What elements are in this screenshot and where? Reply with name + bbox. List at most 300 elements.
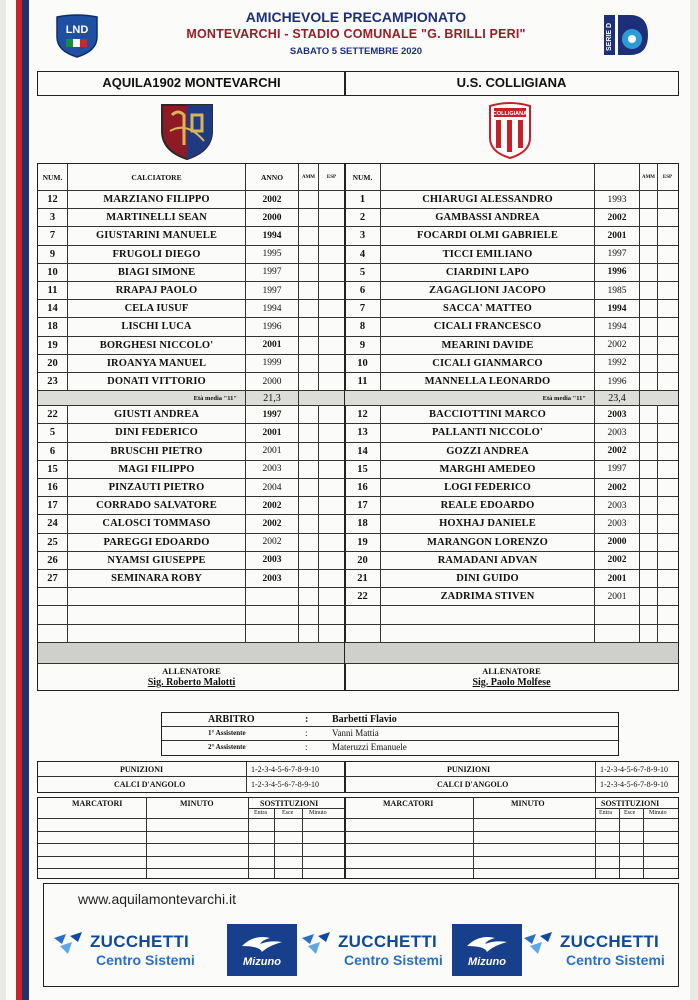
player-number: 3	[38, 209, 68, 226]
away-blank-row	[345, 643, 678, 664]
player-number	[38, 588, 68, 605]
website-link[interactable]: www.aquilamontevarchi.it	[78, 891, 236, 907]
away-player-row	[345, 570, 678, 588]
player-name: RAMADANI ADVAN	[381, 552, 595, 569]
player-amm	[299, 570, 319, 587]
player-name: NYAMSI GIUSEPPE	[68, 552, 246, 569]
player-name: BORGHESI NICCOLO'	[68, 337, 246, 354]
player-year: 2000	[595, 534, 640, 551]
player-number: 11	[345, 373, 381, 390]
away-player-row	[345, 406, 678, 424]
player-number: 12	[38, 191, 68, 208]
away-player-row	[345, 300, 678, 318]
player-amm	[640, 588, 658, 605]
player-name: GOZZI ANDREA	[381, 443, 595, 460]
player-year: 2001	[246, 443, 299, 460]
player-year: 1994	[595, 300, 640, 317]
player-amm	[640, 300, 658, 317]
home-set-pieces	[37, 761, 346, 793]
player-name: GAMBASSI ANDREA	[381, 209, 595, 226]
average-age-value: 21,3	[246, 391, 299, 405]
player-esp	[658, 461, 677, 478]
away-table-header	[345, 164, 678, 191]
colligiana-crest-icon	[486, 100, 534, 165]
player-number: 7	[38, 227, 68, 244]
away-player-row	[345, 443, 678, 461]
player-year: 2002	[595, 209, 640, 226]
serie-d-label: SERIE D	[606, 22, 613, 51]
player-number: 3	[345, 227, 381, 244]
away-set-pieces	[344, 761, 679, 793]
away-lineup-table	[344, 163, 679, 691]
player-amm	[640, 497, 658, 514]
player-amm	[299, 209, 319, 226]
player-amm	[299, 625, 319, 642]
player-esp	[319, 534, 344, 551]
player-amm	[640, 282, 658, 299]
player-name: GIUSTI ANDREA	[68, 406, 246, 423]
player-name: RRAPAJ PAOLO	[68, 282, 246, 299]
player-name: ZAGAGLIONI JACOPO	[381, 282, 595, 299]
player-number	[38, 625, 68, 642]
player-amm	[640, 570, 658, 587]
home-player-row	[38, 424, 345, 442]
home-corner-scale: 1-2-3-4-5-6-7-8-9-10	[246, 777, 319, 792]
player-amm	[299, 461, 319, 478]
player-amm	[299, 318, 319, 335]
player-name: MARGHI AMEDEO	[381, 461, 595, 478]
match-sheet	[6, 0, 690, 1000]
away-player-row	[345, 497, 678, 515]
player-name: PALLANTI NICCOLO'	[381, 424, 595, 441]
player-number: 20	[38, 355, 68, 372]
player-esp	[319, 606, 344, 623]
home-marcatori-label: MARCATORI	[72, 799, 123, 808]
player-amm	[640, 424, 658, 441]
player-esp	[658, 373, 677, 390]
zucchetti-mark-icon	[522, 930, 558, 960]
player-esp	[658, 479, 677, 496]
player-amm	[640, 479, 658, 496]
player-amm	[640, 191, 658, 208]
home-player-row	[38, 318, 345, 336]
player-year: 2002	[595, 479, 640, 496]
player-number: 16	[38, 479, 68, 496]
player-name: MANNELLA LEONARDO	[381, 373, 595, 390]
home-sostituzioni-label: SOSTITUZIONI	[260, 799, 319, 808]
player-esp	[658, 606, 677, 623]
away-player-row	[345, 625, 678, 643]
player-esp	[658, 515, 677, 532]
player-year: 2001	[246, 424, 299, 441]
player-number: 15	[38, 461, 68, 478]
player-number: 19	[345, 534, 381, 551]
away-team-name: U.S. COLLIGIANA	[344, 71, 679, 96]
player-number: 2	[345, 209, 381, 226]
player-number: 26	[38, 552, 68, 569]
away-player-row	[345, 246, 678, 264]
player-year: 1994	[246, 300, 299, 317]
player-year: 2001	[595, 570, 640, 587]
away-player-row	[345, 534, 678, 552]
home-player-row	[38, 497, 345, 515]
player-number: 5	[38, 424, 68, 441]
mizuno-runbird-icon	[465, 932, 509, 954]
player-amm	[640, 515, 658, 532]
player-number: 18	[38, 318, 68, 335]
player-year: 1996	[246, 318, 299, 335]
montevarchi-crest-icon	[158, 101, 216, 166]
player-year: 2002	[246, 497, 299, 514]
home-player-row	[38, 264, 345, 282]
home-player-row	[38, 227, 345, 245]
home-team-name: AQUILA1902 MONTEVARCHI	[37, 71, 346, 96]
player-name: DINI FEDERICO	[68, 424, 246, 441]
player-year: 1996	[595, 264, 640, 281]
player-esp	[658, 570, 677, 587]
player-name: REALE EDOARDO	[381, 497, 595, 514]
player-amm	[299, 300, 319, 317]
zucchetti-logo: ZUCCHETTI Centro Sistemi	[300, 924, 460, 976]
assistant1-row: 1° Assistente : Vanni Mattia	[162, 727, 618, 741]
player-year: 2002	[595, 443, 640, 460]
player-amm	[640, 318, 658, 335]
away-player-row	[345, 282, 678, 300]
player-amm	[640, 606, 658, 623]
player-number: 22	[38, 406, 68, 423]
match-type-title: AMICHEVOLE PRECAMPIONATO	[245, 9, 467, 25]
away-player-row	[345, 264, 678, 282]
home-player-row	[38, 246, 345, 264]
player-amm	[299, 552, 319, 569]
player-esp	[319, 337, 344, 354]
away-coach	[345, 666, 678, 690]
player-number	[38, 606, 68, 623]
player-amm	[299, 406, 319, 423]
away-punizioni-scale: 1-2-3-4-5-6-7-8-9-10	[595, 762, 668, 777]
player-number: 18	[345, 515, 381, 532]
player-amm	[299, 497, 319, 514]
player-name: HOXHAJ DANIELE	[381, 515, 595, 532]
player-number: 4	[345, 246, 381, 263]
away-corner-label: CALCI D'ANGOLO	[437, 780, 509, 789]
home-coach-label: ALLENATORE	[162, 666, 221, 676]
player-esp	[319, 552, 344, 569]
player-name: MAGI FILIPPO	[68, 461, 246, 478]
player-number: 7	[345, 300, 381, 317]
average-age-value: 23,4	[595, 391, 640, 405]
away-coach-label: ALLENATORE	[482, 666, 541, 676]
player-year: 1997	[595, 246, 640, 263]
away-scorers-box: MARCATORI MINUTO SOSTITUZIONI Entra Esce Minuto	[344, 797, 679, 879]
referee-name: Barbetti Flavio	[332, 714, 397, 725]
player-amm	[299, 424, 319, 441]
player-year: 1985	[595, 282, 640, 299]
player-esp	[319, 515, 344, 532]
player-amm	[640, 337, 658, 354]
player-esp	[319, 209, 344, 226]
player-year: 2002	[246, 534, 299, 551]
player-esp	[319, 424, 344, 441]
sponsor-footer	[43, 883, 679, 987]
player-year: 2003	[595, 515, 640, 532]
zucchetti-mark-icon	[300, 930, 336, 960]
away-player-row	[345, 606, 678, 624]
away-player-row	[345, 337, 678, 355]
player-year	[595, 606, 640, 623]
average-age-label: Età media "11"	[345, 391, 595, 405]
home-player-row	[38, 337, 345, 355]
player-esp	[319, 227, 344, 244]
player-name: FRUGOLI DIEGO	[68, 246, 246, 263]
player-amm	[299, 227, 319, 244]
player-name: CHIARUGI ALESSANDRO	[381, 191, 595, 208]
player-name: DINI GUIDO	[381, 570, 595, 587]
assistant1-label: 1° Assistente	[208, 729, 246, 737]
player-esp	[319, 355, 344, 372]
player-esp	[658, 318, 677, 335]
away-marcatori-label: MARCATORI	[383, 799, 434, 808]
home-minuto-label: MINUTO	[180, 799, 214, 808]
player-number: 9	[38, 246, 68, 263]
mizuno-logo: Mizuno	[452, 924, 522, 976]
player-number: 24	[38, 515, 68, 532]
player-esp	[658, 337, 677, 354]
player-year: 2003	[246, 570, 299, 587]
assistant2-row: 2° Assistente : Materuzzi Emanuele	[208, 742, 407, 752]
player-year: 1995	[246, 246, 299, 263]
player-number: 14	[38, 300, 68, 317]
player-year: 1997	[246, 406, 299, 423]
player-number: 25	[38, 534, 68, 551]
player-esp	[658, 443, 677, 460]
player-esp	[319, 191, 344, 208]
player-name: CALOSCI TOMMASO	[68, 515, 246, 532]
player-esp	[319, 300, 344, 317]
player-esp	[319, 461, 344, 478]
player-amm	[299, 443, 319, 460]
player-year: 2001	[595, 588, 640, 605]
player-esp	[319, 497, 344, 514]
player-number: 5	[345, 264, 381, 281]
player-esp	[658, 406, 677, 423]
player-number: 9	[345, 337, 381, 354]
player-amm	[299, 246, 319, 263]
assistant2-label: 2° Assistente	[208, 743, 246, 751]
player-number: 22	[345, 588, 381, 605]
home-average-age-row	[38, 391, 345, 406]
player-number	[345, 625, 381, 642]
player-number: 17	[345, 497, 381, 514]
away-player-row	[345, 515, 678, 533]
player-esp	[319, 570, 344, 587]
away-player-row	[345, 209, 678, 227]
home-table-header	[38, 164, 345, 191]
player-name: MARZIANO FILIPPO	[68, 191, 246, 208]
player-esp	[658, 227, 677, 244]
player-amm	[640, 443, 658, 460]
player-number: 14	[345, 443, 381, 460]
col-num: NUM.	[345, 164, 381, 190]
home-corner-label: CALCI D'ANGOLO	[114, 780, 186, 789]
player-name: CIARDINI LAPO	[381, 264, 595, 281]
player-amm	[640, 461, 658, 478]
away-player-row	[345, 191, 678, 209]
venue-line: MONTEVARCHI - STADIO COMUNALE "G. BRILLI PERI"	[186, 27, 526, 41]
away-player-row	[345, 227, 678, 245]
home-player-row	[38, 552, 345, 570]
col-amm: AMM	[640, 164, 658, 190]
col-esp: ESP	[662, 174, 673, 180]
assistant1-name: Vanni Mattia	[332, 728, 379, 738]
serie-d-badge-icon	[602, 11, 650, 59]
player-name: LISCHI LUCA	[68, 318, 246, 335]
player-esp	[319, 282, 344, 299]
player-name	[68, 625, 246, 642]
player-name: DONATI VITTORIO	[68, 373, 246, 390]
player-name: BIAGI SIMONE	[68, 264, 246, 281]
player-name	[68, 606, 246, 623]
player-name: CICALI GIANMARCO	[381, 355, 595, 372]
player-year	[246, 606, 299, 623]
average-age-label: Età media "11"	[38, 391, 246, 405]
player-year: 2002	[595, 337, 640, 354]
home-player-row	[38, 534, 345, 552]
player-name	[381, 625, 595, 642]
player-name: MEARINI DAVIDE	[381, 337, 595, 354]
player-name: IROANYA MANUEL	[68, 355, 246, 372]
home-coach	[38, 666, 345, 690]
player-name: PAREGGI EDOARDO	[68, 534, 246, 551]
home-punizioni-scale: 1-2-3-4-5-6-7-8-9-10	[246, 762, 319, 777]
home-player-row	[38, 443, 345, 461]
player-esp	[658, 300, 677, 317]
player-esp	[319, 246, 344, 263]
blue-stripe	[22, 0, 29, 1000]
assistant2-name: Materuzzi Emanuele	[332, 742, 407, 752]
home-player-row	[38, 300, 345, 318]
player-amm	[640, 355, 658, 372]
player-esp	[658, 209, 677, 226]
player-name: SACCA' MATTEO	[381, 300, 595, 317]
player-number: 15	[345, 461, 381, 478]
player-amm	[640, 625, 658, 642]
referee-row: ARBITRO : Barbetti Flavio	[162, 713, 618, 727]
away-player-row	[345, 461, 678, 479]
player-amm	[640, 227, 658, 244]
player-amm	[299, 534, 319, 551]
player-amm	[299, 264, 319, 281]
player-amm	[640, 209, 658, 226]
player-name: SEMINARA ROBY	[68, 570, 246, 587]
player-number	[345, 606, 381, 623]
player-amm	[299, 515, 319, 532]
player-name: BRUSCHI PIETRO	[68, 443, 246, 460]
player-esp	[319, 264, 344, 281]
player-esp	[658, 191, 677, 208]
mizuno-logo: Mizuno	[227, 924, 297, 976]
player-year: 2002	[246, 191, 299, 208]
away-player-row	[345, 355, 678, 373]
player-year: 1997	[595, 461, 640, 478]
player-number: 12	[345, 406, 381, 423]
player-esp	[319, 479, 344, 496]
lnd-badge-icon	[53, 11, 101, 59]
player-year	[595, 625, 640, 642]
lnd-label: LND	[65, 24, 89, 36]
player-name: BACCIOTTINI MARCO	[381, 406, 595, 423]
player-amm	[299, 191, 319, 208]
player-year: 1994	[595, 318, 640, 335]
player-year: 2001	[595, 227, 640, 244]
player-esp	[658, 552, 677, 569]
player-name: CICALI FRANCESCO	[381, 318, 595, 335]
player-year: 2001	[246, 337, 299, 354]
player-amm	[640, 406, 658, 423]
col-year: ANNO	[246, 164, 299, 190]
home-player-row	[38, 515, 345, 533]
player-amm	[299, 337, 319, 354]
player-year: 1997	[246, 282, 299, 299]
away-sostituzioni-label: SOSTITUZIONI	[601, 799, 660, 808]
player-name: PINZAUTI PIETRO	[68, 479, 246, 496]
player-number: 17	[38, 497, 68, 514]
player-esp	[658, 424, 677, 441]
match-date: SABATO 5 SETTEMBRE 2020	[289, 46, 423, 57]
officials-box	[161, 712, 619, 756]
player-year: 2003	[595, 497, 640, 514]
home-player-row	[38, 625, 345, 643]
home-punizioni-label: PUNIZIONI	[120, 765, 164, 774]
col-player: CALCIATORE	[68, 164, 246, 190]
player-amm	[640, 246, 658, 263]
home-player-row	[38, 461, 345, 479]
player-year: 2003	[595, 424, 640, 441]
player-esp	[658, 282, 677, 299]
away-player-row	[345, 552, 678, 570]
home-player-row	[38, 570, 345, 588]
home-lineup-table	[37, 163, 346, 691]
player-year	[246, 625, 299, 642]
player-name: TICCI EMILIANO	[381, 246, 595, 263]
player-number: 1	[345, 191, 381, 208]
home-blank-row	[38, 643, 345, 664]
player-name	[381, 606, 595, 623]
home-coach-name: Sig. Roberto Malotti	[147, 677, 236, 688]
home-player-row	[38, 606, 345, 624]
away-average-age-row	[345, 391, 678, 406]
player-year: 1992	[595, 355, 640, 372]
player-year: 1997	[246, 264, 299, 281]
home-player-row	[38, 406, 345, 424]
player-year: 1996	[595, 373, 640, 390]
player-year: 2000	[246, 373, 299, 390]
away-minuto-label: MINUTO	[511, 799, 545, 808]
player-year: 1999	[246, 355, 299, 372]
home-player-row	[38, 588, 345, 606]
player-esp	[658, 264, 677, 281]
player-name: MARTINELLI SEAN	[68, 209, 246, 226]
player-number: 23	[38, 373, 68, 390]
col-amm: AMM	[299, 164, 319, 190]
player-year: 2003	[595, 406, 640, 423]
home-player-row	[38, 373, 345, 391]
referee-label: ARBITRO	[208, 714, 255, 725]
player-name: CORRADO SALVATORE	[68, 497, 246, 514]
player-esp	[658, 588, 677, 605]
player-esp	[319, 373, 344, 390]
player-number: 8	[345, 318, 381, 335]
